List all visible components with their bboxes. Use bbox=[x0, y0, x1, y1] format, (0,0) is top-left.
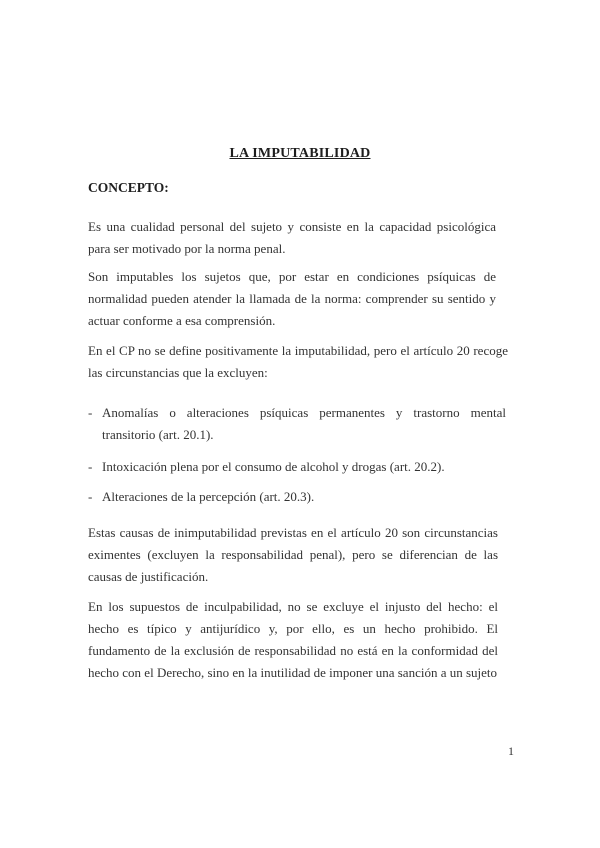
bullet-marker: - bbox=[88, 405, 93, 420]
section-heading: CONCEPTO: bbox=[88, 180, 169, 195]
list-item bbox=[88, 402, 506, 446]
paragraph-inculpabilidad: En los supuestos de inculpabilidad, no se excluye el injusto del hecho: el hecho es típico y antijurídico y, por ello, es un hecho prohibido. El fundamento de la exclusión de responsabilidad no está en la conformidad del hecho con el Derecho, sino en la inutilidad de imponer una sanción a un sujeto bbox=[88, 599, 498, 680]
paragraph-inimputabilidad: Estas causas de inimputabilidad previstas en el artículo 20 son circunstancias eximentes (excluyen la responsabilidad penal), pero se diferencian de las causas de justificación. bbox=[88, 525, 498, 584]
list-item-text: Intoxicación plena por el consumo de alcohol y drogas (art. 20.2). bbox=[102, 459, 445, 474]
list-item-text: Anomalías o alteraciones psíquicas permanentes y trastorno mental transitorio (art. 20.1). bbox=[102, 405, 506, 442]
bullet-marker: - bbox=[88, 489, 93, 504]
list-item-text: Alteraciones de la percepción (art. 20.3). bbox=[102, 489, 315, 504]
list-item bbox=[88, 486, 506, 508]
paragraph-definition: Es una cualidad personal del sujeto y consiste en la capacidad psicológica para ser motivado por la norma penal. bbox=[88, 219, 496, 256]
list-item bbox=[88, 456, 506, 478]
paragraph-cp-article: En el CP no se define positivamente la imputabilidad, pero el artículo 20 recoge las circunstancias que la excluyen: bbox=[88, 343, 508, 380]
bullet-marker: - bbox=[88, 459, 93, 474]
document-title: LA IMPUTABILIDAD bbox=[229, 146, 371, 161]
page-number: 1 bbox=[508, 744, 514, 758]
paragraph-imputables: Son imputables los sujetos que, por estar en condiciones psíquicas de normalidad pueden atender la llamada de la norma: comprender su sentido y actuar conforme a esa comprensión. bbox=[88, 269, 496, 328]
